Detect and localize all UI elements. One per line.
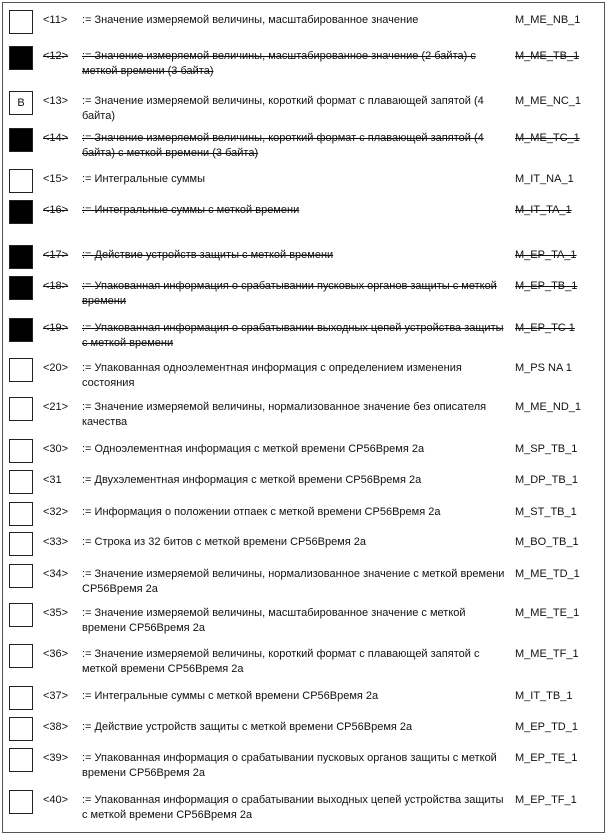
row-checkbox[interactable]	[9, 603, 33, 627]
type-description: := Значение измеряемой величины, короткий формат с плавающей запятой (4 байта)	[82, 95, 484, 122]
type-code: <20>	[43, 362, 69, 374]
type-code: <36>	[43, 648, 69, 660]
type-identifier: M_ME_TC_1	[515, 132, 580, 144]
row-checkbox[interactable]	[9, 717, 33, 741]
row-checkbox[interactable]	[9, 245, 33, 269]
type-code: <17>	[43, 249, 69, 261]
type-identifier: M_ME_ND_1	[515, 401, 582, 413]
row-checkbox[interactable]	[9, 128, 33, 152]
type-identifier: M_ME_TD_1	[515, 568, 580, 580]
type-identifier: M_ST_TB_1	[515, 506, 577, 518]
type-code: <34>	[43, 568, 69, 580]
type-code: <37>	[43, 690, 69, 702]
type-description: := Значение измеряемой величины, масштабированное значение	[82, 14, 419, 26]
type-code: <11>	[43, 14, 68, 26]
type-description: := Значение измеряемой величины, нормализованное значение без описателя качества	[82, 401, 487, 428]
type-code: <38>	[43, 721, 69, 733]
type-description: := Информация о положении отпаек с меткой времени СР56Время 2а	[82, 506, 441, 518]
type-description: := Действие устройств защиты с меткой времени	[82, 249, 334, 261]
type-description: := Значение измеряемой величины, короткий формат с плавающей запятой с меткой времени СР56Время 2а	[82, 648, 480, 675]
type-code: <32>	[43, 506, 69, 518]
type-code: <21>	[43, 401, 69, 413]
type-description: := Упакованная информация о срабатывании пусковых органов защиты с меткой времени СР56Время 2а	[82, 752, 497, 779]
type-description: := Значение измеряемой величины, масштабированное значение (2 байта) с меткой времени (3 байта)	[82, 50, 476, 77]
row-checkbox[interactable]	[9, 358, 33, 382]
type-code: <33>	[43, 536, 69, 548]
row-checkbox[interactable]: B	[9, 91, 33, 115]
type-identifier: M_IT_NA_1	[515, 173, 574, 185]
type-identifier: M_IT_TB_1	[515, 690, 573, 702]
type-description: := Строка из 32 битов с меткой времени СР56Время 2а	[82, 536, 366, 548]
type-code: <39>	[43, 752, 69, 764]
type-code: <35>	[43, 607, 69, 619]
type-identifier: M_ME_TB_1	[515, 50, 580, 62]
type-code: <13>	[43, 95, 69, 107]
type-description: := Двухэлементная информация с меткой времени СР56Время 2а	[82, 474, 422, 486]
type-identifier: M_ME_NC_1	[515, 95, 582, 107]
type-identifier: M_DP_TB_1	[515, 474, 578, 486]
type-description: := Упакованная информация о срабатывании пусковых органов защиты с меткой времени	[82, 280, 497, 307]
type-code: <14>	[43, 132, 69, 144]
type-description: := Интегральные суммы с меткой времени	[82, 204, 300, 216]
type-identifier: M_EP_TC 1	[515, 322, 575, 334]
type-description: := Одноэлементная информация с меткой времени СР56Время 2а	[82, 443, 425, 455]
type-code: <18>	[43, 280, 69, 292]
row-checkbox[interactable]	[9, 790, 33, 814]
row-checkbox[interactable]	[9, 644, 33, 668]
row-checkbox[interactable]	[9, 470, 33, 494]
row-checkbox[interactable]	[9, 397, 33, 421]
type-identifier: M_EP_TD_1	[515, 721, 578, 733]
type-identifier: M_EP_TA_1	[515, 249, 577, 261]
row-checkbox[interactable]	[9, 686, 33, 710]
row-checkbox[interactable]	[9, 276, 33, 300]
type-identifier: M_IT_TA_1	[515, 204, 572, 216]
type-code: <16>	[43, 204, 69, 216]
row-checkbox[interactable]	[9, 532, 33, 556]
type-description: := Интегральные суммы	[82, 173, 206, 185]
type-code: <12>	[43, 50, 69, 62]
type-code: <30>	[43, 443, 69, 455]
type-description: := Значение измеряемой величины, нормализованное значение с меткой времени СР56Время 2а	[82, 568, 505, 595]
row-checkbox[interactable]	[9, 564, 33, 588]
type-identifier: M_ME_TF_1	[515, 648, 579, 660]
type-identifier: M_ME_TE_1	[515, 607, 580, 619]
type-description: := Упакованная информация о срабатывании выходных цепей устройства защиты с меткой времени СР56Время 2а	[82, 794, 504, 821]
type-identifier: M_EP_TB_1	[515, 280, 578, 292]
type-identifier: M_ME_NB_1	[515, 14, 581, 26]
type-identifier: M_SP_TB_1	[515, 443, 578, 455]
row-checkbox[interactable]	[9, 502, 33, 526]
type-code: <19>	[43, 322, 69, 334]
row-checkbox[interactable]	[9, 46, 33, 70]
type-description: := Действие устройств защиты с меткой времени СР56Время 2а	[82, 721, 413, 733]
type-description: := Интегральные суммы с меткой времени СР56Время 2а	[82, 690, 379, 702]
type-description: := Значение измеряемой величины, короткий формат с плавающей запятой (4 байта) с меткой времени (3 байта)	[82, 132, 484, 159]
row-checkbox[interactable]	[9, 200, 33, 224]
row-checkbox[interactable]	[9, 169, 33, 193]
type-code: <15>	[43, 173, 69, 185]
type-identifier: M_BO_TB_1	[515, 536, 579, 548]
type-identifier: M_PS NA 1	[515, 362, 572, 374]
type-identifier: M_EP_TF_1	[515, 794, 577, 806]
type-description: := Упакованная информация о срабатывании выходных цепей устройства защиты с меткой времени	[82, 322, 504, 349]
row-checkbox[interactable]	[9, 10, 33, 34]
type-code: <40>	[43, 794, 69, 806]
type-code: <31	[43, 474, 62, 486]
type-description: := Значение измеряемой величины, масштабированное значение с меткой времени СР56Время 2а	[82, 607, 466, 634]
row-checkbox[interactable]	[9, 439, 33, 463]
type-description: := Упакованная одноэлементная информация с определением изменения состояния	[82, 362, 462, 389]
type-identifier: M_EP_TE_1	[515, 752, 578, 764]
row-checkbox[interactable]	[9, 748, 33, 772]
row-checkbox[interactable]	[9, 318, 33, 342]
